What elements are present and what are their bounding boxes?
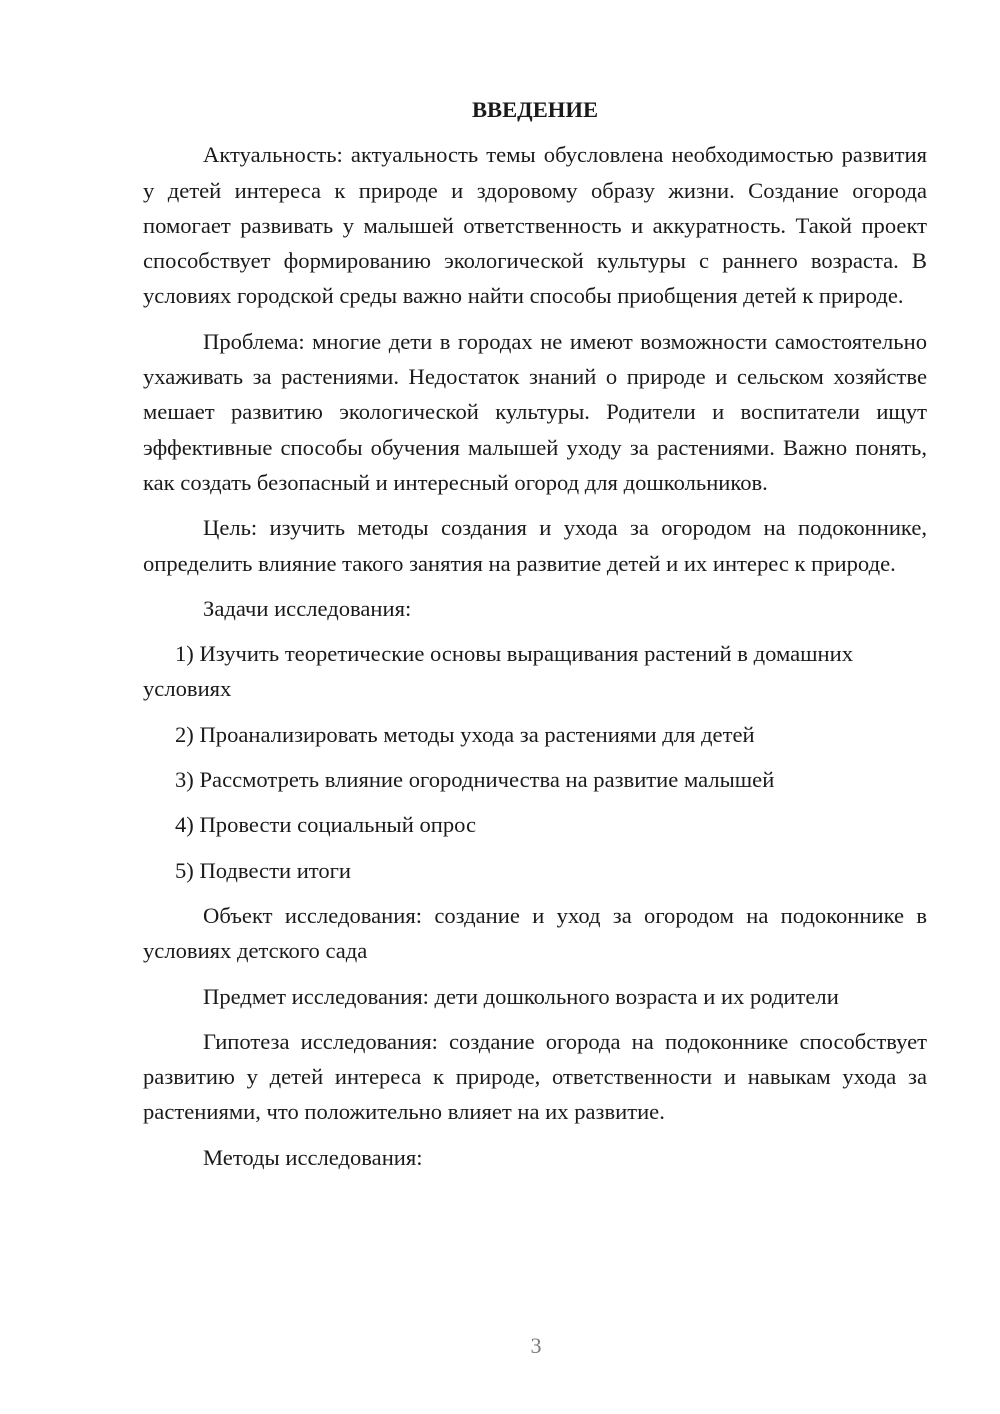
problem-paragraph: Проблема: многие дети в городах не имеют возможности самостоятельно ухаживать за растениями. Недостаток знаний о природе и сельском хозяйстве мешает развитию экологической культуры. Родители и воспитатели ищут эффективные способы обучения малышей уходу за растениями. Важно понять, как создать безопасный и интересный огород для дошкольников.	[143, 328, 927, 495]
task-item-2: 2) Проанализировать методы ухода за растениями для детей	[175, 721, 755, 747]
document-page	[143, 92, 927, 1185]
page-number: 3	[530, 1333, 542, 1358]
section-heading: ВВЕДЕНИЕ	[471, 97, 599, 122]
task-item-1: 1) Изучить теоретические основы выращивания растений в домашних условиях	[143, 641, 853, 702]
task-item-3: 3) Рассмотреть влияние огородничества на развитие малышей	[175, 767, 775, 793]
object-paragraph: Объект исследования: создание и уход за огородом на подоконнике в условиях детского сада	[143, 902, 927, 964]
task-item-5: 5) Подвести итоги	[175, 857, 352, 883]
subject-paragraph: Предмет исследования: дети дошкольного возраста и их родители	[203, 983, 839, 1009]
relevance-paragraph: Актуальность: актуальность темы обусловлена необходимостью развития у детей интереса к природе и здоровому образу жизни. Создание огорода помогает развивать у малышей ответственность и аккуратность. Такой проект способствует формированию экологической культуры с раннего возраста. В условиях городской среды важно найти способы приобщения детей к природе.	[143, 142, 927, 309]
goal-paragraph: Цель: изучить методы создания и ухода за огородом на подоконнике, определить влияние такого занятия на развитие детей и их интерес к природе.	[143, 515, 927, 576]
hypothesis-paragraph: Гипотеза исследования: создание огорода на подоконнике способствует развитию у детей интереса к природе, ответственности и навыкам ухода за растениями, что положительно влияет на их развитие.	[143, 1028, 927, 1125]
methods-title: Методы исследования:	[203, 1144, 423, 1170]
tasks-title: Задачи исследования:	[203, 595, 412, 621]
task-item-4: 4) Провести социальный опрос	[175, 812, 477, 838]
